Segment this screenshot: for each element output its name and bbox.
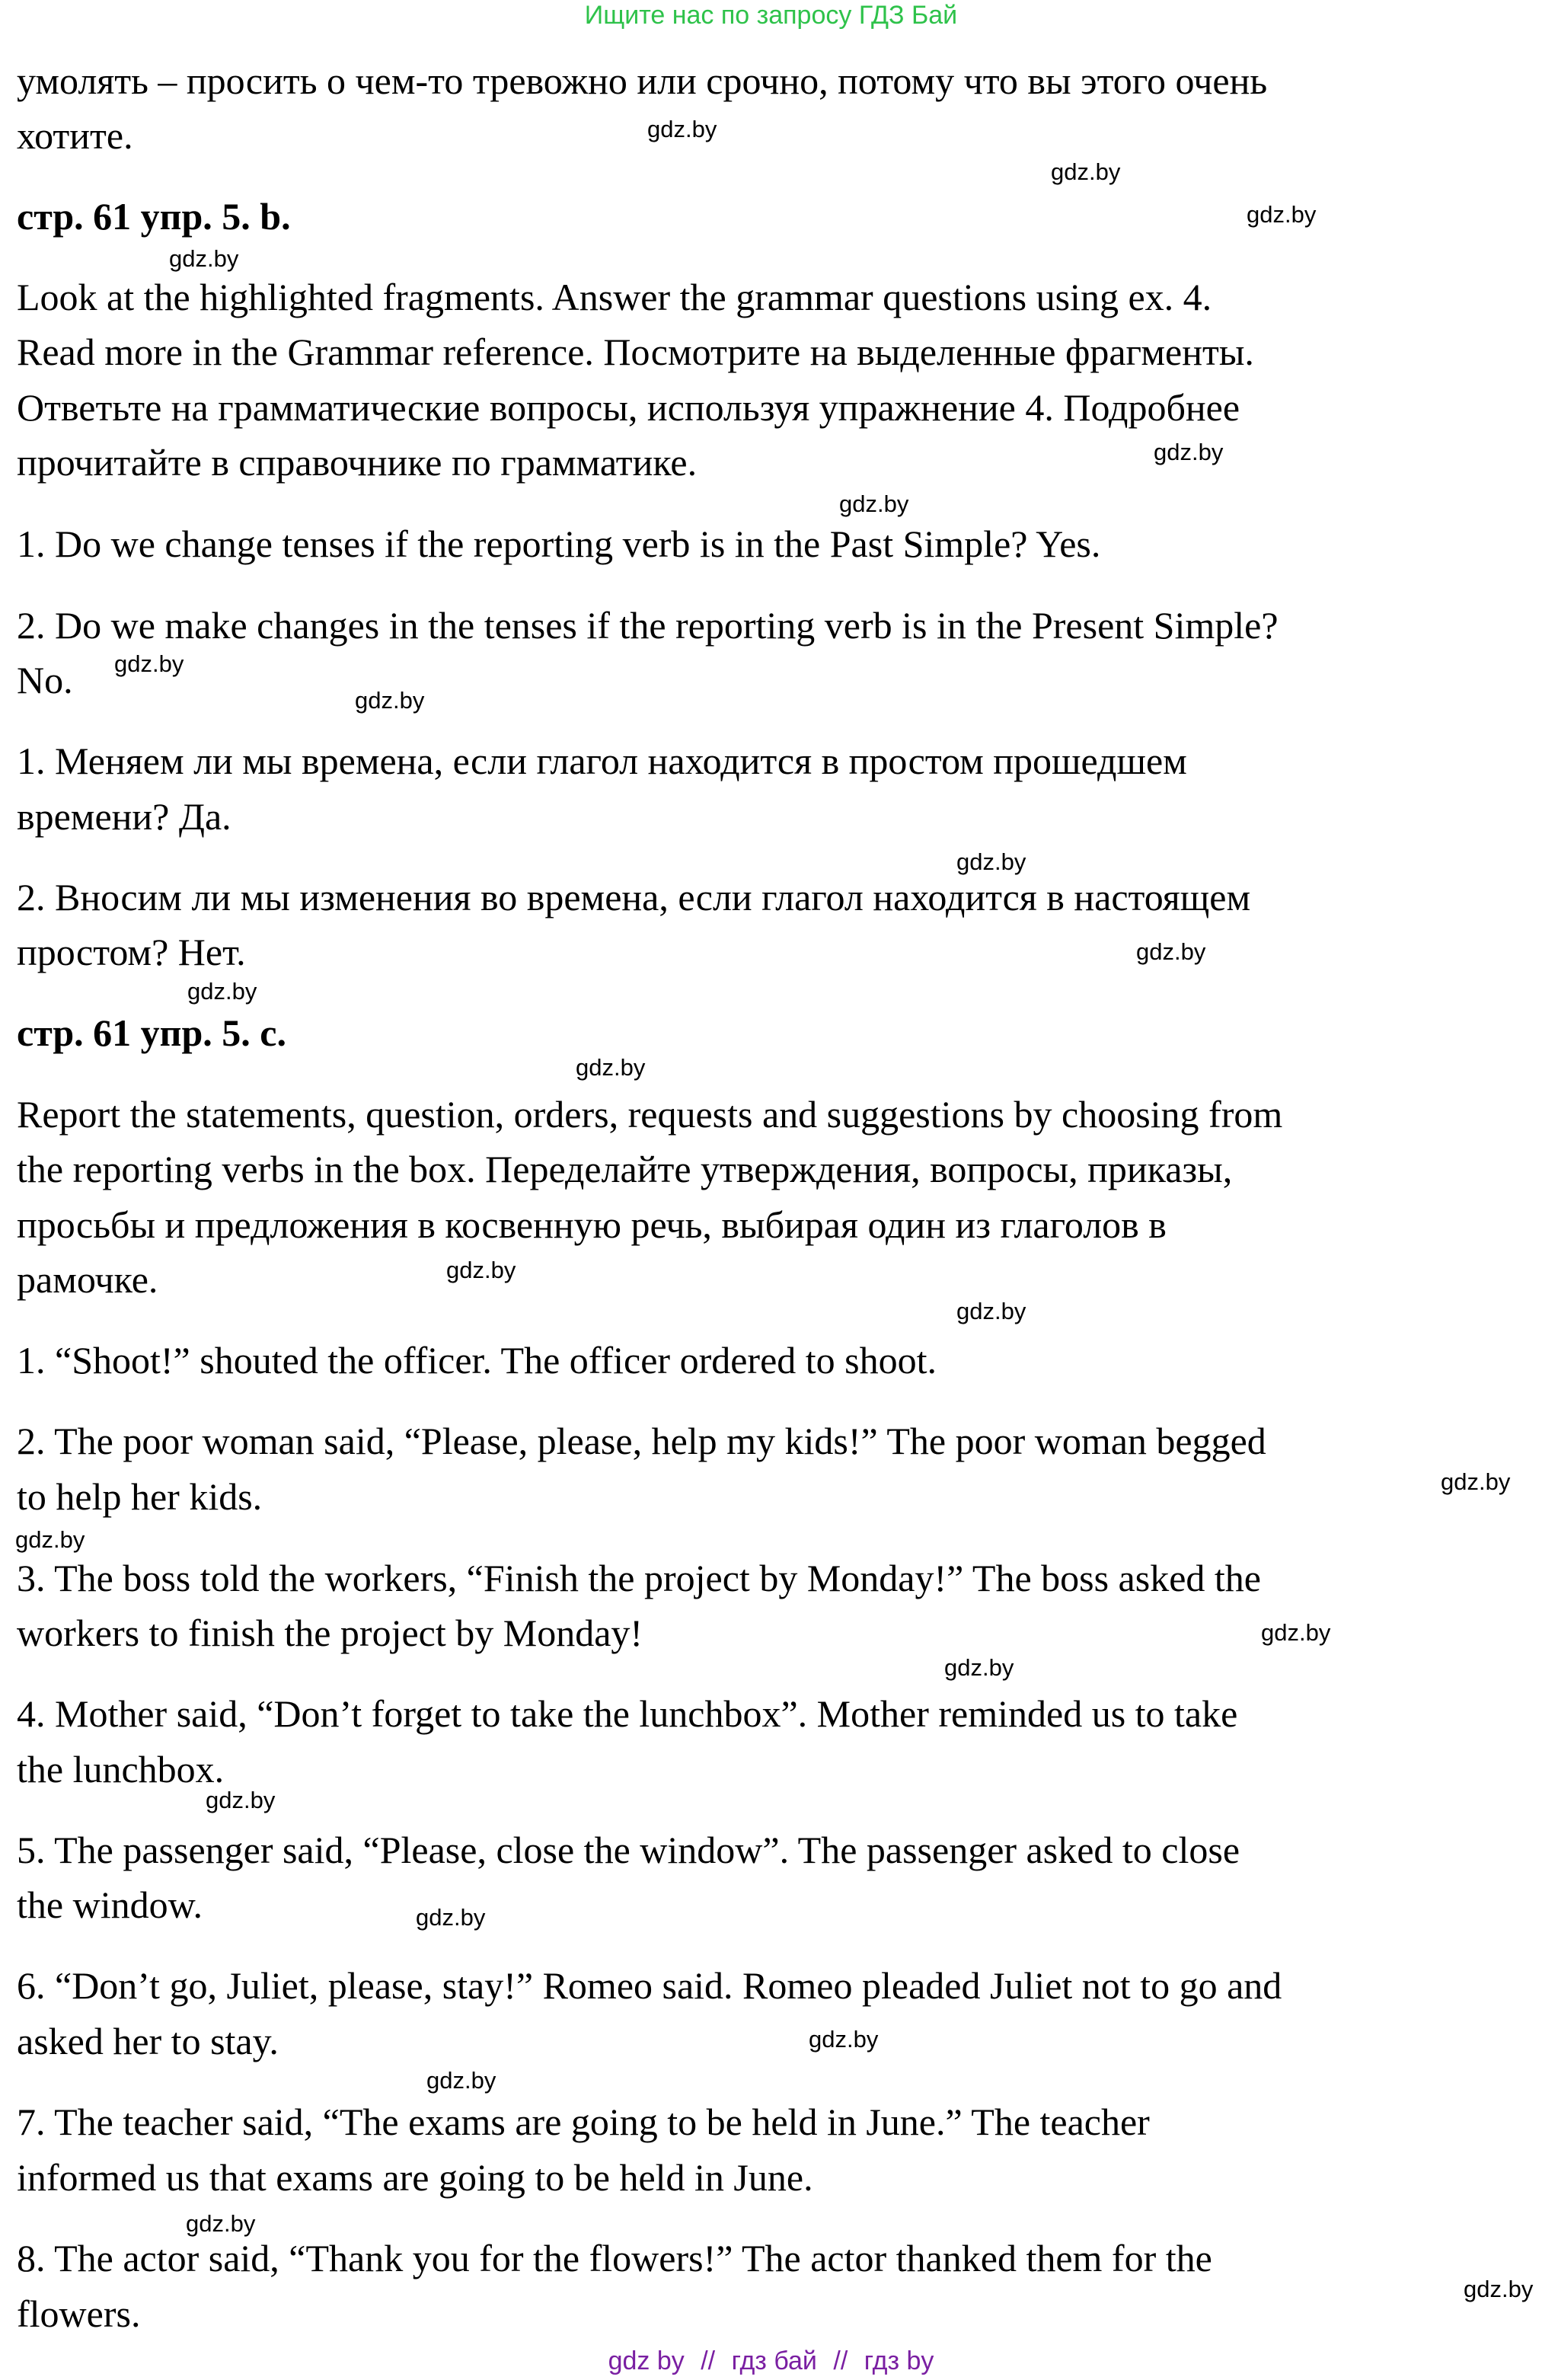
answer-line: the window.	[17, 1883, 203, 1926]
answer-line: 5. The passenger said, “Please, close the window”. The passenger asked to close	[17, 1829, 1240, 1871]
watermark: gdz.by	[1051, 158, 1121, 185]
answer-line: 1. Меняем ли мы времена, если глагол находится в простом прошедшем	[17, 740, 1187, 782]
watermark: gdz.by	[1247, 201, 1317, 228]
answer-line: 6. “Don’t go, Juliet, please, stay!” Romeo said. Romeo pleaded Juliet not to go and	[17, 1964, 1282, 2007]
answer-line: 8. The actor said, “Thank you for the flowers!” The actor thanked them for the	[17, 2237, 1212, 2279]
section-c-instruction: просьбы и предложения в косвенную речь, выбирая один из глаголов в	[17, 1203, 1167, 1246]
section-b-instruction: прочитайте в справочнике по грамматике.	[17, 441, 698, 484]
section-b-heading: стр. 61 упр. 5. b.	[17, 195, 291, 238]
watermark: gdz.by	[944, 1654, 1014, 1681]
answer-line: простом? Нет.	[17, 931, 246, 973]
watermark: gdz.by	[1441, 1468, 1511, 1495]
watermark: gdz.by	[809, 2026, 879, 2053]
answer-line: времени? Да.	[17, 795, 231, 838]
watermark: gdz.by	[169, 245, 239, 272]
watermark: gdz.by	[206, 1787, 276, 1813]
answer-line: informed us that exams are going to be held in June.	[17, 2156, 813, 2199]
watermark: gdz.by	[187, 978, 257, 1005]
footer-separator: //	[833, 2346, 848, 2375]
section-c-heading: стр. 61 упр. 5. c.	[17, 1011, 286, 1054]
watermark: gdz.by	[956, 848, 1026, 875]
section-b-instruction: Ответьте на грамматические вопросы, используя упражнение 4. Подробнее	[17, 386, 1240, 429]
watermark: gdz.by	[1154, 439, 1224, 465]
footer-link-gdz-by[interactable]: gdz by	[608, 2346, 685, 2375]
watermark: gdz.by	[576, 1054, 646, 1081]
answer-line: No.	[17, 659, 73, 701]
answer-line: 1. “Shoot!” shouted the officer. The officer ordered to shoot.	[17, 1339, 937, 1382]
intro-line: хотите.	[17, 114, 133, 157]
watermark: gdz.by	[839, 490, 909, 517]
answer-line: the lunchbox.	[17, 1748, 225, 1791]
answer-line: 2. Do we make changes in the tenses if the reporting verb is in the Present Simple?	[17, 604, 1279, 647]
section-b-instruction: Look at the highlighted fragments. Answer the grammar questions using ex. 4.	[17, 276, 1212, 318]
answer-line: to help her kids.	[17, 1475, 263, 1518]
watermark: gdz.by	[426, 2067, 496, 2094]
watermark: gdz.by	[1136, 938, 1206, 965]
watermark: gdz.by	[446, 1257, 516, 1283]
header-search-link[interactable]: Ищите нас по запросу ГДЗ Бай	[584, 1, 958, 30]
watermark: gdz.by	[355, 687, 425, 714]
answer-line: 2. The poor woman said, “Please, please, help my kids!” The poor woman begged	[17, 1420, 1266, 1462]
section-b-instruction: Read more in the Grammar reference. Посмотрите на выделенные фрагменты.	[17, 331, 1254, 373]
watermark: gdz.by	[15, 1526, 85, 1553]
footer-link-gdz-by-ru[interactable]: гдз by	[864, 2346, 934, 2375]
watermark: gdz.by	[1261, 1619, 1331, 1646]
section-c-instruction: рамочке.	[17, 1258, 158, 1301]
answer-line: 3. The boss told the workers, “Finish the project by Monday!” The boss asked the	[17, 1557, 1261, 1599]
intro-line: умолять – просить о чем-то тревожно или срочно, потому что вы этого очень	[17, 59, 1268, 102]
answer-line: asked her to stay.	[17, 2020, 279, 2062]
answer-line: 2. Вносим ли мы изменения во времена, если глагол находится в настоящем	[17, 876, 1251, 918]
watermark: gdz.by	[647, 116, 717, 142]
watermark: gdz.by	[186, 2210, 256, 2237]
answer-line: flowers.	[17, 2292, 141, 2335]
answer-line: workers to finish the project by Monday!	[17, 1612, 643, 1654]
watermark: gdz.by	[956, 1298, 1026, 1324]
watermark: gdz.by	[1464, 2276, 1534, 2302]
footer-separator: //	[701, 2346, 716, 2375]
section-c-instruction: the reporting verbs in the box. Переделайте утверждения, вопросы, приказы,	[17, 1148, 1233, 1190]
watermark: gdz.by	[114, 650, 184, 677]
watermark: gdz.by	[416, 1904, 486, 1931]
footer-link-gdz-bai[interactable]: гдз бай	[731, 2346, 817, 2375]
answer-line: 7. The teacher said, “The exams are going to be held in June.” The teacher	[17, 2100, 1150, 2143]
footer-links	[0, 2346, 1542, 2376]
answer-line: 4. Mother said, “Don’t forget to take the lunchbox”. Mother reminded us to take	[17, 1692, 1238, 1735]
answer-line: 1. Do we change tenses if the reporting verb is in the Past Simple? Yes.	[17, 522, 1101, 565]
section-c-instruction: Report the statements, question, orders, requests and suggestions by choosing from	[17, 1093, 1283, 1136]
